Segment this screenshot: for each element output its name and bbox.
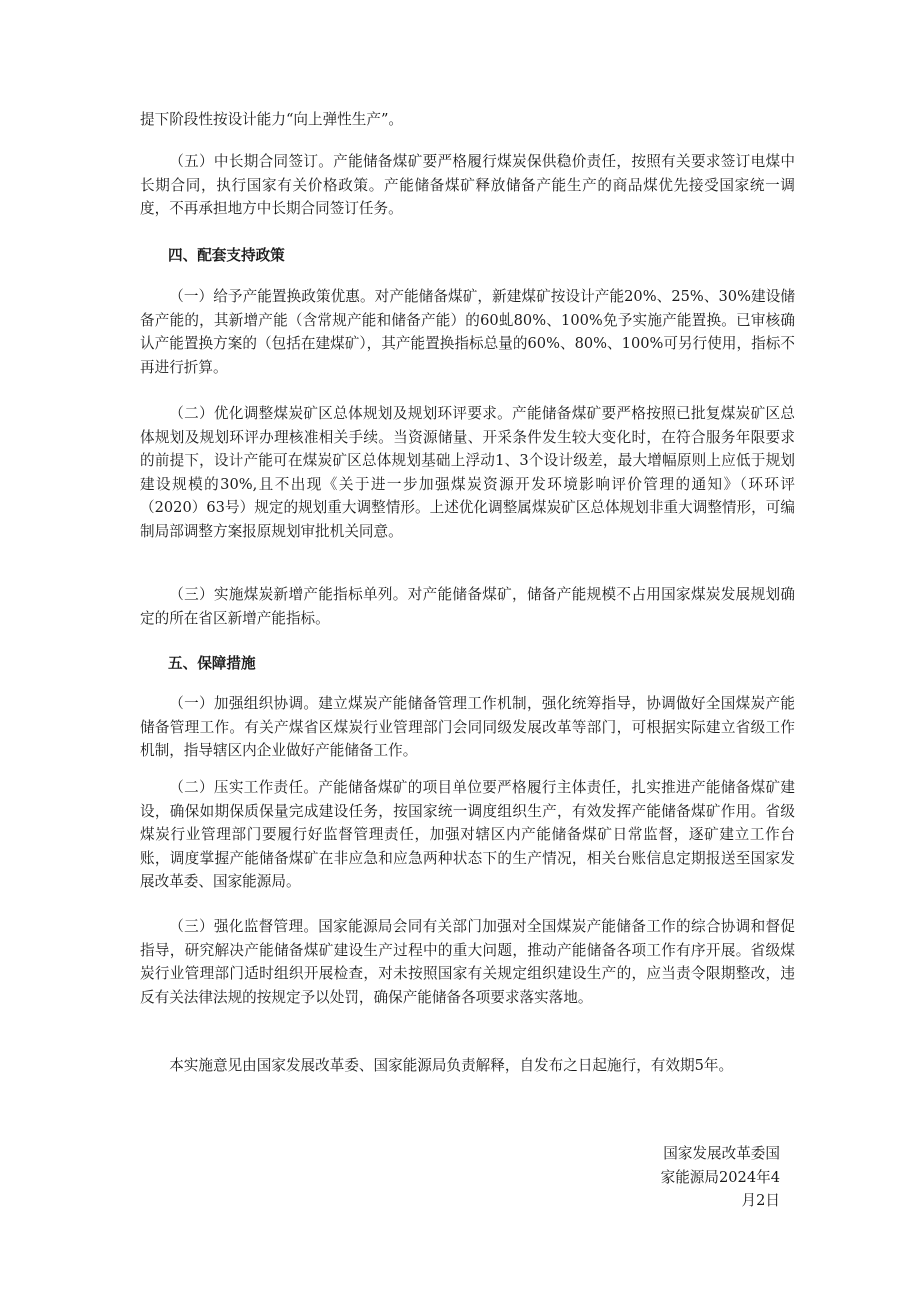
section-heading-support-policies: 四、配套支持政策 [168,247,285,264]
paragraph-work-responsibility: （二）压实工作责任。产能储备煤矿的项目单位要严格履行主体责任，扎实推进产能储备煤矿建设，确保如期保质保量完成建设任务，按国家统一调度组织生产，有效发挥产能储备煤矿作用。省级煤炭行业管理部门要履行好监督管理责任，加强对辖区内产能储备煤矿日常监督，逐矿建立工作台账，调度掌握产能储备煤矿在非应急和应急两种状态下的生产情况，相关台账信息定期报送至国家发展改革委、国家能源局。 [140,779,795,890]
paragraph-long-term-contracts: （五）中长期合同签订。产能储备煤矿要严格履行煤炭保供稳价责任，按照有关要求签订电煤中长期合同，执行国家有关价格政策。产能储备煤矿释放储备产能生产的商品煤优先接受国家统一调度，不再承担地方中长期合同签订任务。 [140,153,795,217]
paragraph-organization-coordination: （一）加强组织协调。建立煤炭产能储备管理工作机制，强化统筹指导，协调做好全国煤炭产能储备管理工作。有关产煤省区煤炭行业管理部门会同同级发展改革等部门，可根据实际建立省级工作机制，指导辖区内企业做好产能储备工作。 [140,695,795,759]
paragraph-capacity-replacement: （一）给予产能置换政策优惠。对产能储备煤矿，新建煤矿按设计产能20%、25%、30%建设储备产能的，其新增产能（含常规产能和储备产能）的60虬80%、100%免予实施产能置换。已审核确认产能置换方案的（包括在建煤矿），其产能置换指标总量的60%、80%、100%可另行使用，指标不再进行折算。 [140,288,795,376]
section-heading-safeguards: 五、保障措施 [168,655,256,672]
paragraph-mining-area-planning: （二）优化调整煤炭矿区总体规划及规划环评要求。产能储备煤矿要严格按照已批复煤炭矿区总体规划及规划环评办理核准相关手续。当资源储量、开采条件发生较大变化时，在符合服务年限要求的前提下，设计产能可在煤炭矿区总体规划基础上浮动1、3个设计级差，最大增幅原则上应低于规划建设规模的30%,且不出现《关于进一步加强煤炭资源开发环境影响评价管理的通知》（环环评（2020）63号）规定的规划重大调整情形。上述优化调整属煤炭矿区总体规划非重大调整情形，可编制局部调整方案报原规划审批机关同意。 [140,405,795,540]
paragraph-continuation: 提下阶段性按设计能力“向上弹性生产”。 [140,111,404,128]
paragraph-new-capacity-indicators: （三）实施煤炭新增产能指标单列。对产能储备煤矿，储备产能规模不占用国家煤炭发展规划确定的所在省区新增产能指标。 [140,586,795,627]
signature-block [640,1142,780,1213]
signature-line: 国家发展改革委国 [663,1145,780,1162]
signature-line: 家能源局2024年4 [660,1168,780,1186]
paragraph-supervision-management: （三）强化监督管理。国家能源局会同有关部门加强对全国煤炭产能储备工作的综合协调和督促指导，研究解决产能储备煤矿建设生产过程中的重大问题，推动产能储备各项工作有序开展。省级煤炭行业管理部门适时组织开展检查，对未按照国家有关规定组织建设生产的，应当责令限期整改，违反有关法律法规的按规定予以处罚，确保产能储备各项要求落实落地。 [140,918,795,1006]
signature-line: 月2日 [741,1192,780,1209]
paragraph-effective-date: 本实施意见由国家发展改革委、国家能源局负责解释，自发布之日起施行，有效期5年。 [169,1057,734,1074]
